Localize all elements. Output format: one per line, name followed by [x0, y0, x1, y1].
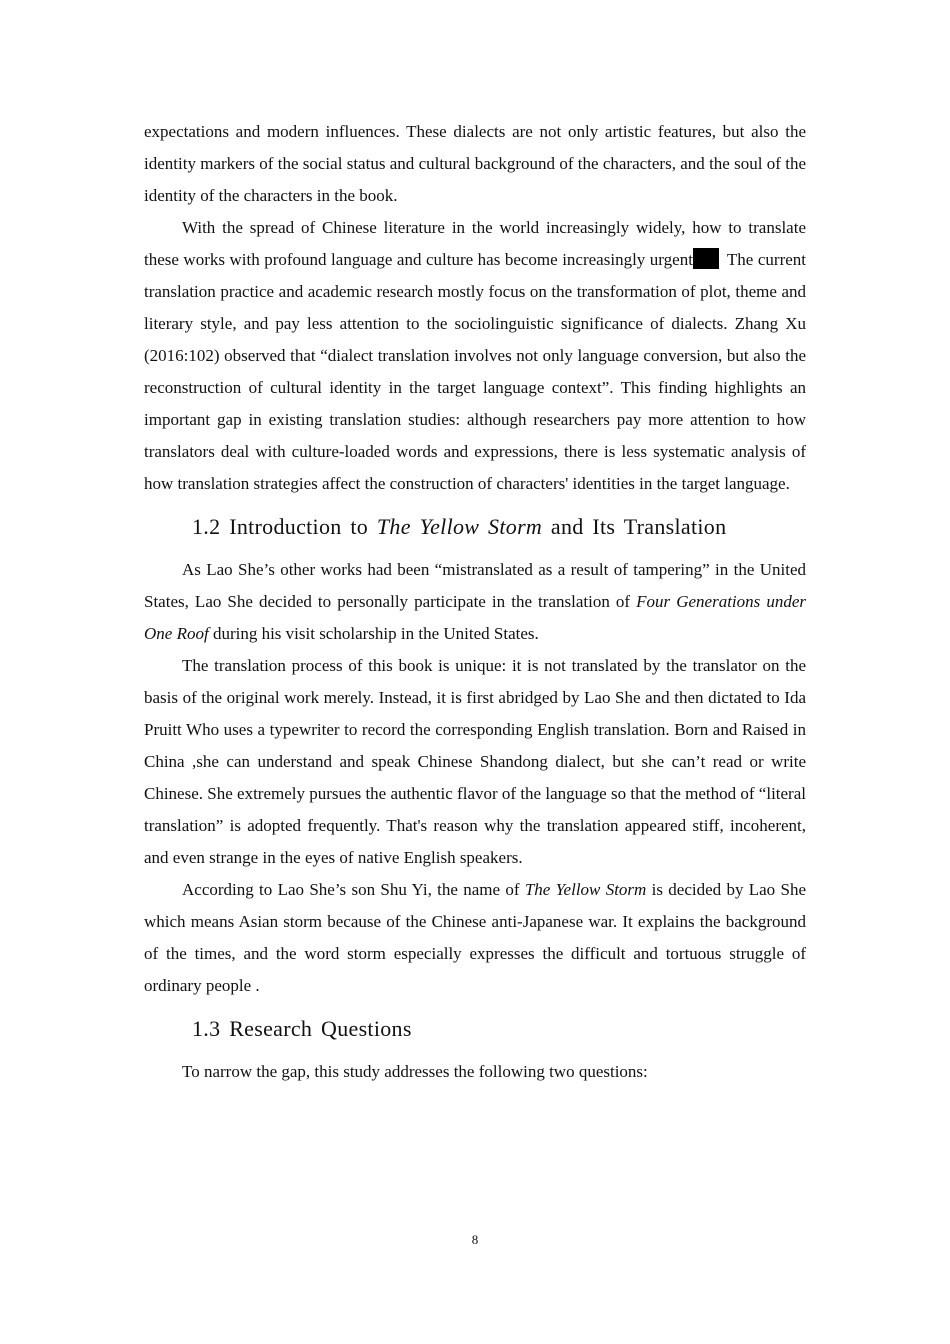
- paragraph: [144, 212, 806, 500]
- paragraph: expectations and modern influences. These dialects are not only artistic features, but also the identity markers of the social status and cultural background of the characters, and the soul of the identity of the characters in the book.: [144, 122, 806, 205]
- heading-title-italic: The Yellow Storm: [376, 514, 543, 539]
- paragraph-text: With the spread of Chinese literature in the world increasingly widely, how to translate these works with profound language and culture has become increasingly urgent: [144, 218, 806, 269]
- paragraph: [144, 554, 806, 650]
- paragraph-text: during his visit scholarship in the United States.: [208, 624, 539, 643]
- document-body: [144, 116, 806, 1088]
- paragraph: [144, 874, 806, 1002]
- page-number: 8: [471, 1232, 479, 1247]
- book-title-italic: Four Generations under One Roof: [144, 592, 806, 643]
- heading-text: and Its Translation: [542, 514, 727, 539]
- section-heading: 1.3 Research Questions: [192, 1016, 412, 1041]
- paragraph-text: According to Lao She’s son Shu Yi, the name of: [182, 880, 525, 899]
- paragraph: The translation process of this book is unique: it is not translated by the translator on the basis of the original work merely. Instead, it is first abridged by Lao She and then dictated to Ida Pruitt Who uses a typewriter to record the corresponding English translation. Born and Raised in China ,she can understand and speak Chinese Shandong dialect, but she can’t read or write Chinese. She extremely pursues the authentic flavor of the language so that the method of “literal translation” is adopted frequently. That's reason why the translation appeared stiff, incoherent, and even strange in the eyes of native English speakers.: [144, 656, 806, 867]
- paragraph-text: The current translation practice and academic research mostly focus on the transformation of plot, theme and literary style, and pay less attention to the sociolinguistic significance of dialects. Zhang Xu (2016:102) observed that “dialect translation involves not only language conversion, but also the reconstruction of cultural identity in the target language context”. This finding highlights an important gap in existing translation studies: although researchers pay more attention to how translators deal with culture-loaded words and expressions, there is less systematic analysis of how translation strategies affect the construction of characters' identities in the target language.: [144, 250, 806, 493]
- paragraph: To narrow the gap, this study addresses the following two questions:: [182, 1062, 648, 1081]
- redaction-mark: [693, 248, 719, 269]
- book-title-italic: The Yellow Storm: [524, 880, 647, 899]
- paragraph-text: is decided by Lao She which means Asian storm because of the Chinese anti-Japanese war. It explains the background of the times, and the word storm especially expresses the difficult and tortuous struggle of ordinary people .: [144, 880, 806, 995]
- paragraph-text: As Lao She’s other works had been “mistranslated as a result of tampering” in the United States, Lao She decided to personally participate in the translation of: [144, 560, 806, 611]
- section-heading: [192, 512, 806, 542]
- heading-text: 1.2 Introduction to: [192, 514, 377, 539]
